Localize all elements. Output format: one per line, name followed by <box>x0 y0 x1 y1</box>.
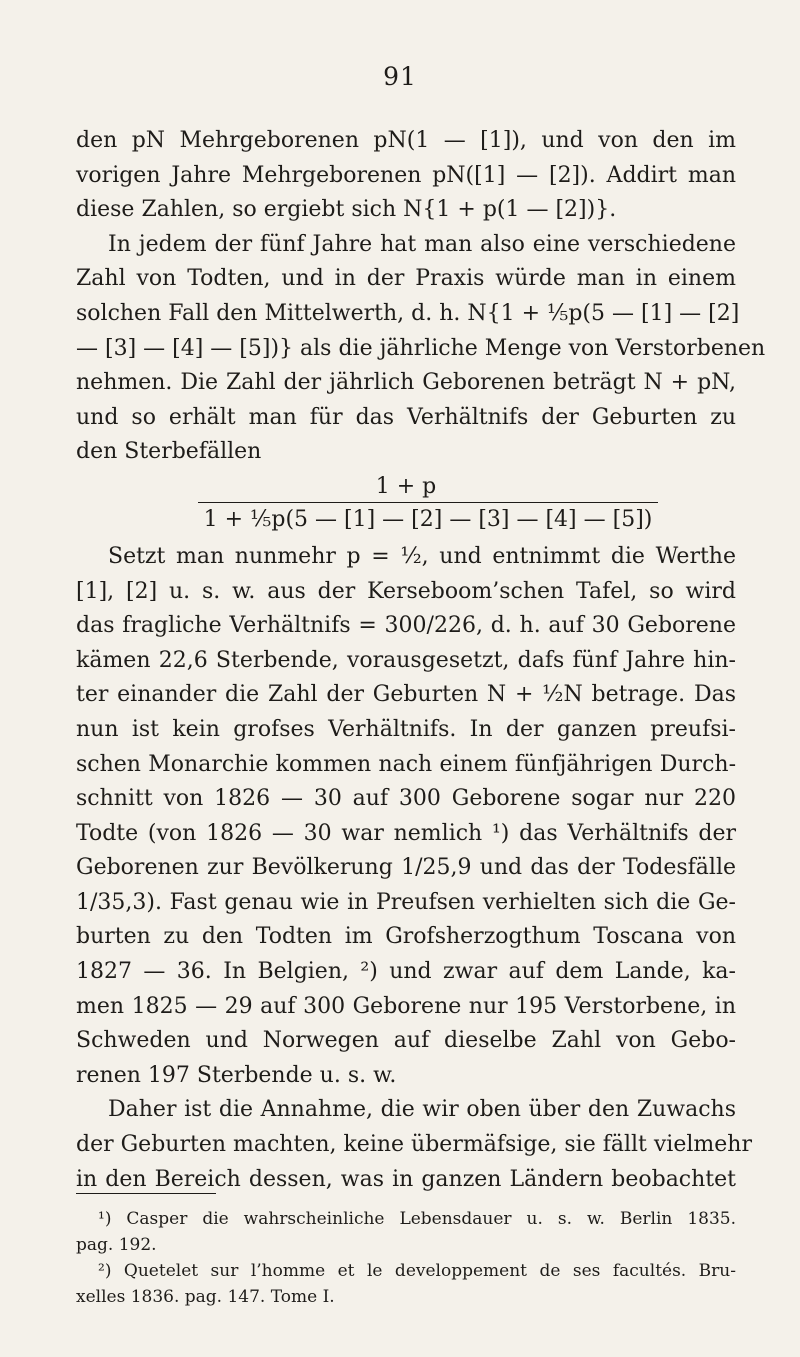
text-line: diese Zahlen, so ergiebt sich N{1 + p(1 — [2])}. <box>76 197 617 223</box>
text-line: 1/35,3). Fast genau wie in Preufsen verhielten sich die Ge- <box>76 889 736 915</box>
text-line: vorigen Jahre Mehrgeborenen pN([1] — [2]). Addirt man <box>76 162 736 188</box>
text-line: und so erhält man für das Verhältnifs der Geburten zu <box>76 404 736 430</box>
text-line: solchen Fall den Mittelwerth, d. h. N{1 + ⅕p(5 — [1] — [2] <box>76 300 740 326</box>
text-line: schnitt von 1826 — 30 auf 300 Geborene sogar nur 220 <box>76 786 736 812</box>
text-line: Schweden und Norwegen auf dieselbe Zahl von Gebo- <box>76 1028 736 1054</box>
text-line: Geborenen zur Bevölkerung 1/25,9 und das der Todesfälle <box>76 855 736 881</box>
text-line: In jedem der fünf Jahre hat man also eine verschiedene <box>108 231 736 257</box>
text-line: in den Bereich dessen, was in ganzen Ländern beobachtet <box>76 1166 736 1192</box>
text-line: burten zu den Todten im Grofsherzogthum Toscana von <box>76 924 736 950</box>
body-text <box>76 124 766 1197</box>
formula-numerator: 1 + p <box>375 473 437 499</box>
text-line: kämen 22,6 Sterbende, vorausgesetzt, dafs fünf Jahre hin- <box>76 647 736 673</box>
text-line: schen Monarchie kommen nach einem fünfjährigen Durch- <box>76 751 736 777</box>
text-line: den Sterbefällen <box>76 439 262 465</box>
footnote-line: ¹) Casper die wahrscheinliche Lebensdauer u. s. w. Berlin 1835. <box>98 1209 736 1229</box>
text-line: nun ist kein grofses Verhältnifs. In der ganzen preufsi- <box>76 716 736 742</box>
page-number: 91 <box>383 62 417 91</box>
ratio-formula <box>76 472 736 542</box>
text-line: — [3] — [4] — [5])} als die jährliche Menge von Verstorbenen <box>76 335 766 361</box>
text-line: Setzt man nunmehr p = ½, und entnimmt die Werthe <box>108 543 736 569</box>
formula-denominator: 1 + ⅕p(5 — [1] — [2] — [3] — [4] — [5]) <box>198 502 659 535</box>
text-line: Zahl von Todten, und in der Praxis würde man in einem <box>76 266 736 292</box>
text-line: Daher ist die Annahme, die wir oben über den Zuwachs <box>108 1097 736 1123</box>
footnote-line: pag. 192. <box>76 1235 157 1255</box>
footnote-line: ²) Quetelet sur l’homme et le developpement de ses facultés. Bru- <box>98 1261 736 1281</box>
text-line: renen 197 Sterbende u. s. w. <box>76 1062 397 1088</box>
text-line: den pN Mehrgeborenen pN(1 — [1]), und von den im <box>76 128 736 153</box>
text-line: der Geburten machten, keine übermäfsige, sie fällt vielmehr <box>76 1132 752 1158</box>
text-line: Todte (von 1826 — 30 war nemlich ¹) das Verhältnifs der <box>76 820 736 846</box>
text-line: [1], [2] u. s. w. aus der Kerseboom’schen Tafel, so wird <box>76 578 736 604</box>
text-line: men 1825 — 29 auf 300 Geborene nur 195 Verstorbene, in <box>76 993 736 1019</box>
footnote-line: xelles 1836. pag. 147. Tome I. <box>76 1287 335 1307</box>
text-line: 1827 — 36. In Belgien, ²) und zwar auf dem Lande, ka- <box>76 959 736 985</box>
text-line: das fragliche Verhältnifs = 300/226, d. h. auf 30 Geborene <box>76 613 736 639</box>
text-line: ter einander die Zahl der Geburten N + ½N betrage. Das <box>76 682 736 708</box>
footnote-divider <box>76 1193 216 1194</box>
text-line: nehmen. Die Zahl der jährlich Geborenen beträgt N + pN, <box>76 370 736 396</box>
footnotes <box>76 1206 736 1310</box>
